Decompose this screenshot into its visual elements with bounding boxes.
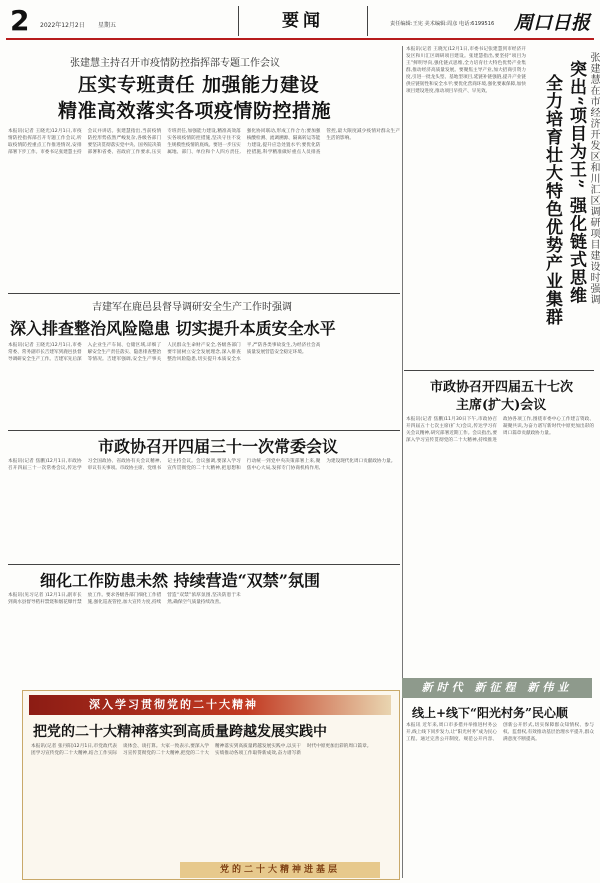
article2-body: 本报讯(记者 王晓光)12月1日,市委常委、常务副市长吉建军到鹿邑县督导调研安全生产工作。吉建军先后深入企业生产车间、仓储区域,详细了解安全生产责任落实、隐患排查整治等情况。吉建军强调,安全生产事关人民群众生命财产安全,各级各部门要牢固树立安全发展理念,深入排查整治风险隐患,切实提升本质安全水平,严防各类事故发生,为经济社会高质量发展营造安全稳定环境。: [8, 343, 321, 362]
editor-credits: 责任编辑:王宪 美术编辑:周彦 电话:6199516: [390, 21, 495, 27]
article1-title-line1: 压实专班责任 加强能力建设: [78, 74, 320, 96]
feature-banner: 深入学习贯彻党的二十大精神: [29, 695, 391, 715]
article2-title: 深入排查整治风险隐患 切实提升本质安全水平: [10, 319, 336, 338]
section-title: 要闻: [238, 6, 368, 36]
divider: [8, 430, 400, 431]
issue-weekday: 星期五: [98, 22, 117, 29]
article6-title: 线上+线下“阳光村务”民心顺: [412, 706, 568, 720]
feature-box: [22, 690, 400, 880]
article4-body: 本报讯(见习记者 )12月1日,副市长到商水县督导秸秆禁烧和烟花爆竹禁放工作。要求各级各部门细化工作措施,强化巡查管控,加大宣传力度,持续营造“双禁”浓厚氛围,坚决防患于未然,确保空气质量持续改善。: [8, 593, 241, 605]
slogan-banner: 新时代 新征程 新伟业: [402, 678, 592, 698]
divider: [404, 370, 594, 371]
page-number: 2: [10, 4, 30, 37]
masthead: [6, 4, 594, 40]
newspaper-name: 周口日报: [513, 12, 590, 34]
feature-stamp: 党的二十大精神进基层: [180, 862, 380, 878]
right-article-body: 本报讯(记者 王晓光)12月1日,市委书记张建慧到市经济开发区和川汇区调研项目建设。张建慧指出,要坚持“项目为王”鲜明导向,强化链式思维,全力培育壮大特色优势产业集群,推动经济高质量发展。要聚焦主导产业,加大招商引资力度,引进一批龙头型、基地型项目,延链补链强链,提升产业链供应链韧性和安全水平;要优化营商环境,强化要素保障,加快项目建设进度,推动项目早投产、早见效。: [406, 47, 526, 94]
column-divider: [402, 46, 403, 878]
article3-title: 市政协召开四届三十一次常委会议: [98, 437, 339, 456]
article6-body: 本报讯 近年来,周口市多措并举推进村务公开,线上线下同步发力,让“阳光村务”成为民心工程。通过完善公开制度、规范公开内容、创新公开形式,切实保障群众知情权、参与权、监督权,有效推动基层治理水平提升,群众满意度不断提高。: [406, 723, 594, 742]
article3-body: 本报讯(记者 焦鹏)12月1日,市政协召开四届三十一次常委会议,传达学习全国政协、省政协有关会议精神,审议有关事项。市政协主席、党组书记主持会议。会议强调,要深入学习宣传贯彻党的二十大精神,把思想和行动统一到党中央决策部署上来,聚焦中心大局,发挥专门协商机构作用,为建设现代化周口贡献政协力量。: [8, 459, 396, 471]
right-article-subtitle: 张建慧在市经济开发区和川汇区调研项目建设时强调: [588, 52, 599, 305]
feature-body: 本报讯(记者 张丹阳)12月1日,市党政代表团学习宣传党的二十大精神,结合工作实际谈体会、谈打算。大家一致表示,要深入学习宣传贯彻党的二十大精神,把党的二十大精神落实到高质量跨越发展实践中,以实干实绩推动各项工作取得新成效,奋力谱写新时代中原更加出彩的周口篇章。: [31, 744, 372, 756]
divider: [8, 293, 400, 294]
right-article-title-1: 突出“项目为王” 强化链式思维: [566, 60, 586, 305]
article2-subtitle: 吉建军在鹿邑县督导调研安全生产工作时强调: [92, 302, 292, 313]
article5-body: 本报讯(记者 焦鹏)11月30日下午,市政协召开四届五十七次主席(扩大)会议,传达学习有关会议精神,研究部署近期工作。会议指出,要深入学习宣传贯彻党的二十大精神,持续推进政协各项工作,围绕市委中心工作建言资政、凝聚共识,为奋力谱写新时代中原更加出彩的周口篇章贡献政协力量。: [406, 417, 594, 443]
right-article-title-2: 全力培育壮大特色优势产业集群: [542, 74, 562, 326]
article1-subtitle: 张建慧主持召开市疫情防控指挥部专题工作会议: [70, 58, 280, 69]
divider: [8, 564, 400, 565]
issue-date: 2022年12月2日: [40, 22, 85, 29]
article1-body: 本报讯(记者 王晓光)12月1日,市疫情防控指挥部召开专题工作会议,听取疫情防控重点工作推进情况,安排部署下步工作。市委书记张建慧主持会议并讲话。张建慧指出,当前疫情防控形势依然严峻复杂,各级各部门要坚决贯彻落实党中央、国务院决策部署和省委、省政府工作要求,压实专班责任,加强能力建设,精准高效落实各项疫情防控措施,坚决守住不发生规模性疫情的底线。要进一步压实属地、部门、单位和个人四方责任,强化协同联动,形成工作合力;要加强核酸检测、流调溯源、隔离转运等能力建设,提升应急处置水平;要优化防控措施,科学精准做好重点人员排查管控,最大限度减少疫情对群众生产生活的影响。: [8, 129, 400, 155]
article5-title-line2: 主席(扩大)会议: [456, 398, 547, 413]
article4-title: 细化工作防患未然 持续营造“双禁”氛围: [40, 571, 320, 590]
article5-title-line1: 市政协召开四届五十七次: [430, 380, 574, 395]
feature-title: 把党的二十大精神落实到高质量跨越发展实践中: [33, 724, 327, 740]
article1-title-line2: 精准高效落实各项疫情防控措施: [58, 100, 332, 122]
